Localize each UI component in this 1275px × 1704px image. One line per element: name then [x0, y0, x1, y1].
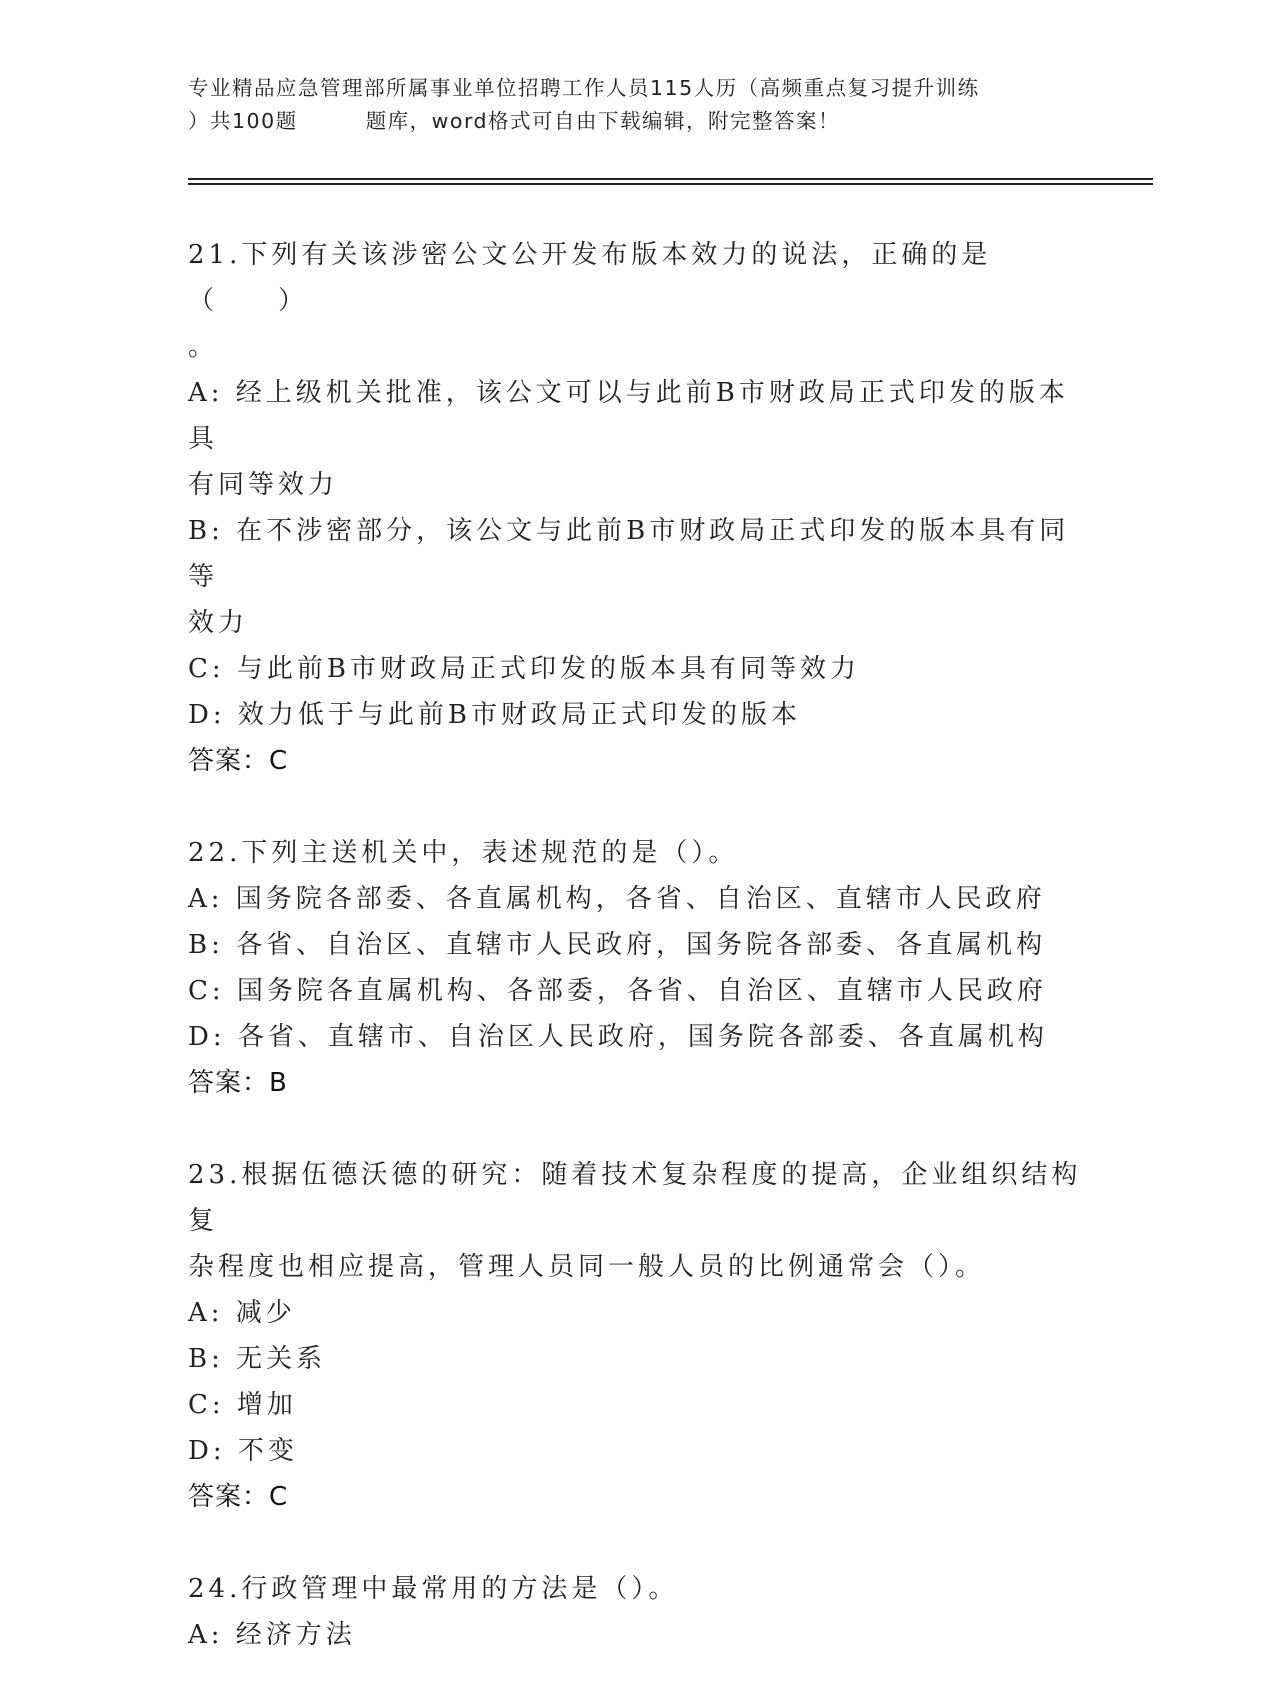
- question-21: [188, 232, 1088, 784]
- option-a: A: 经济方法: [188, 1620, 356, 1650]
- option-c: C: 增加: [188, 1390, 297, 1420]
- option-b: B: 在不涉密部分，该公文与此前B市财政局正式印发的版本具有同等: [188, 516, 1070, 592]
- question-list: [188, 232, 1088, 1704]
- header-divider-top: [188, 178, 1153, 180]
- option-b: B: 无关系: [188, 1344, 327, 1374]
- question-stem-line: 。: [188, 332, 219, 362]
- option-a: A: 减少: [188, 1298, 296, 1328]
- document-header: [188, 72, 1088, 138]
- header-line-2-part-b: 题库，word格式可自由下载编辑，附完整答案！: [365, 109, 841, 133]
- question-22: [188, 830, 1088, 1106]
- option-d: D: 效力低于与此前B市财政局正式印发的版本: [188, 700, 801, 730]
- option-a: A: 国务院各部委、各直属机构，各省、自治区、直辖市人民政府: [188, 884, 1046, 914]
- answer: 答案：C: [188, 746, 289, 776]
- question-stem-line: 23.根据伍德沃德的研究：随着技术复杂程度的提高，企业组织结构复: [188, 1160, 1082, 1236]
- question-23: [188, 1152, 1088, 1520]
- option-a: A: 经上级机关批准，该公文可以与此前B市财政局正式印发的版本具: [188, 378, 1069, 454]
- answer: 答案：B: [188, 1068, 288, 1098]
- question-stem-line: 杂程度也相应提高，管理人员同一般人员的比例通常会（）。: [188, 1252, 986, 1282]
- option-c: C: 与此前B市财政局正式印发的版本具有同等效力: [188, 654, 861, 684]
- option-c: C: 国务院各直属机构、各部委，各省、自治区、直辖市人民政府: [188, 976, 1047, 1006]
- header-line-2: [188, 105, 1088, 138]
- option-b: B: 各省、自治区、直辖市人民政府，国务院各部委、各直属机构: [188, 930, 1047, 960]
- question-24: [188, 1566, 1088, 1658]
- question-stem-line: 22.下列主送机关中，表述规范的是（）。: [188, 838, 739, 868]
- option-b-continued: 效力: [188, 608, 249, 638]
- header-line-2-part-a: ）共100题: [188, 109, 298, 133]
- question-stem-line: 21.下列有关该涉密公文公开发布版本效力的说法，正确的是（ ）: [188, 240, 992, 316]
- header-line-1: 专业精品应急管理部所属事业单位招聘工作人员115人历（高频重点复习提升训练: [188, 76, 980, 100]
- option-a-continued: 有同等效力: [188, 470, 339, 500]
- option-d: D: 不变: [188, 1436, 298, 1466]
- question-stem-line: 24.行政管理中最常用的方法是（）。: [188, 1574, 679, 1604]
- header-divider-bottom: [188, 183, 1153, 185]
- option-d: D: 各省、直辖市、自治区人民政府，国务院各部委、各直属机构: [188, 1022, 1048, 1052]
- answer: 答案：C: [188, 1482, 289, 1512]
